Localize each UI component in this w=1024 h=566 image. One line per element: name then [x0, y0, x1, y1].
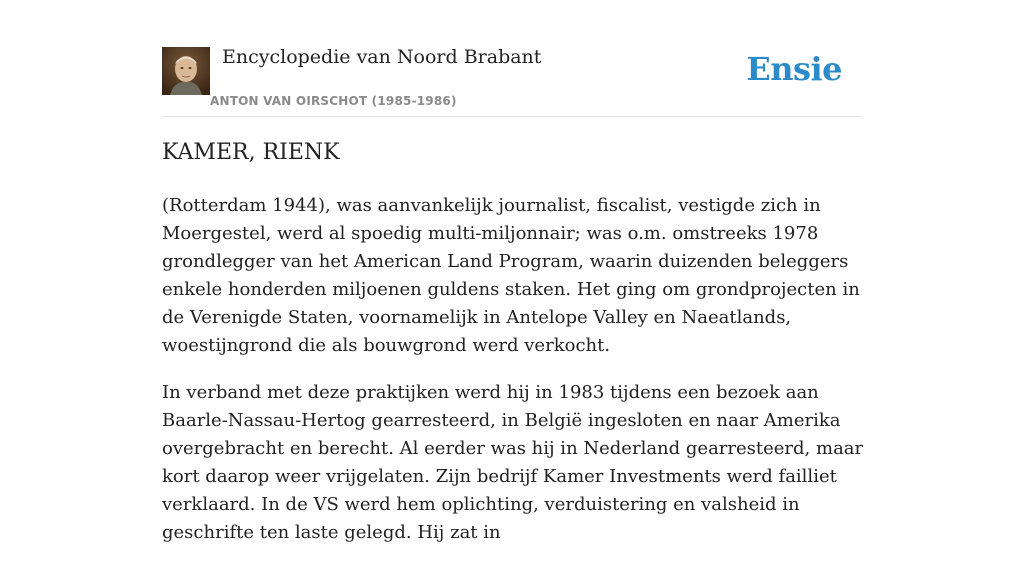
- entry-body: [162, 192, 867, 566]
- brand-logo[interactable]: Ensie: [746, 50, 842, 88]
- book-title[interactable]: Encyclopedie van Noord Brabant: [222, 46, 542, 68]
- portrait-icon: [162, 47, 210, 95]
- paragraph: In verband met deze praktijken werd hij in 1983 tijdens een bezoek aan Baarle-Nassau-Hertog gearresteerd, in België ingesloten en naar Amerika overgebracht en berecht. Al eerder was hij in Nederland gearresteerd, maar kort daarop weer vrijgelaten. Zijn bedrijf Kamer Investments werd failliet verklaard. In de VS werd hem oplichting, verduistering en valsheid in geschrifte ten laste gelegd. Hij zat in: [162, 382, 864, 543]
- author-avatar[interactable]: [162, 47, 210, 95]
- entry-title: KAMER, RIENK: [162, 140, 340, 165]
- author-name[interactable]: ANTON VAN OIRSCHOT (1985-1986): [210, 94, 457, 108]
- header: [162, 40, 862, 117]
- paragraph: (Rotterdam 1944), was aanvankelijk journalist, fiscalist, vestigde zich in Moergestel, werd al spoedig multi-miljonnair; was o.m. omstreeks 1978 grondlegger van het American Land Program, waarin duizenden beleggers enkele honderden miljoenen guldens staken. Het ging om grondprojecten in de Verenigde Staten, voornamelijk in Antelope Valley en Naeatlands, woestijngrond die als bouwgrond werd verkocht.: [162, 195, 860, 356]
